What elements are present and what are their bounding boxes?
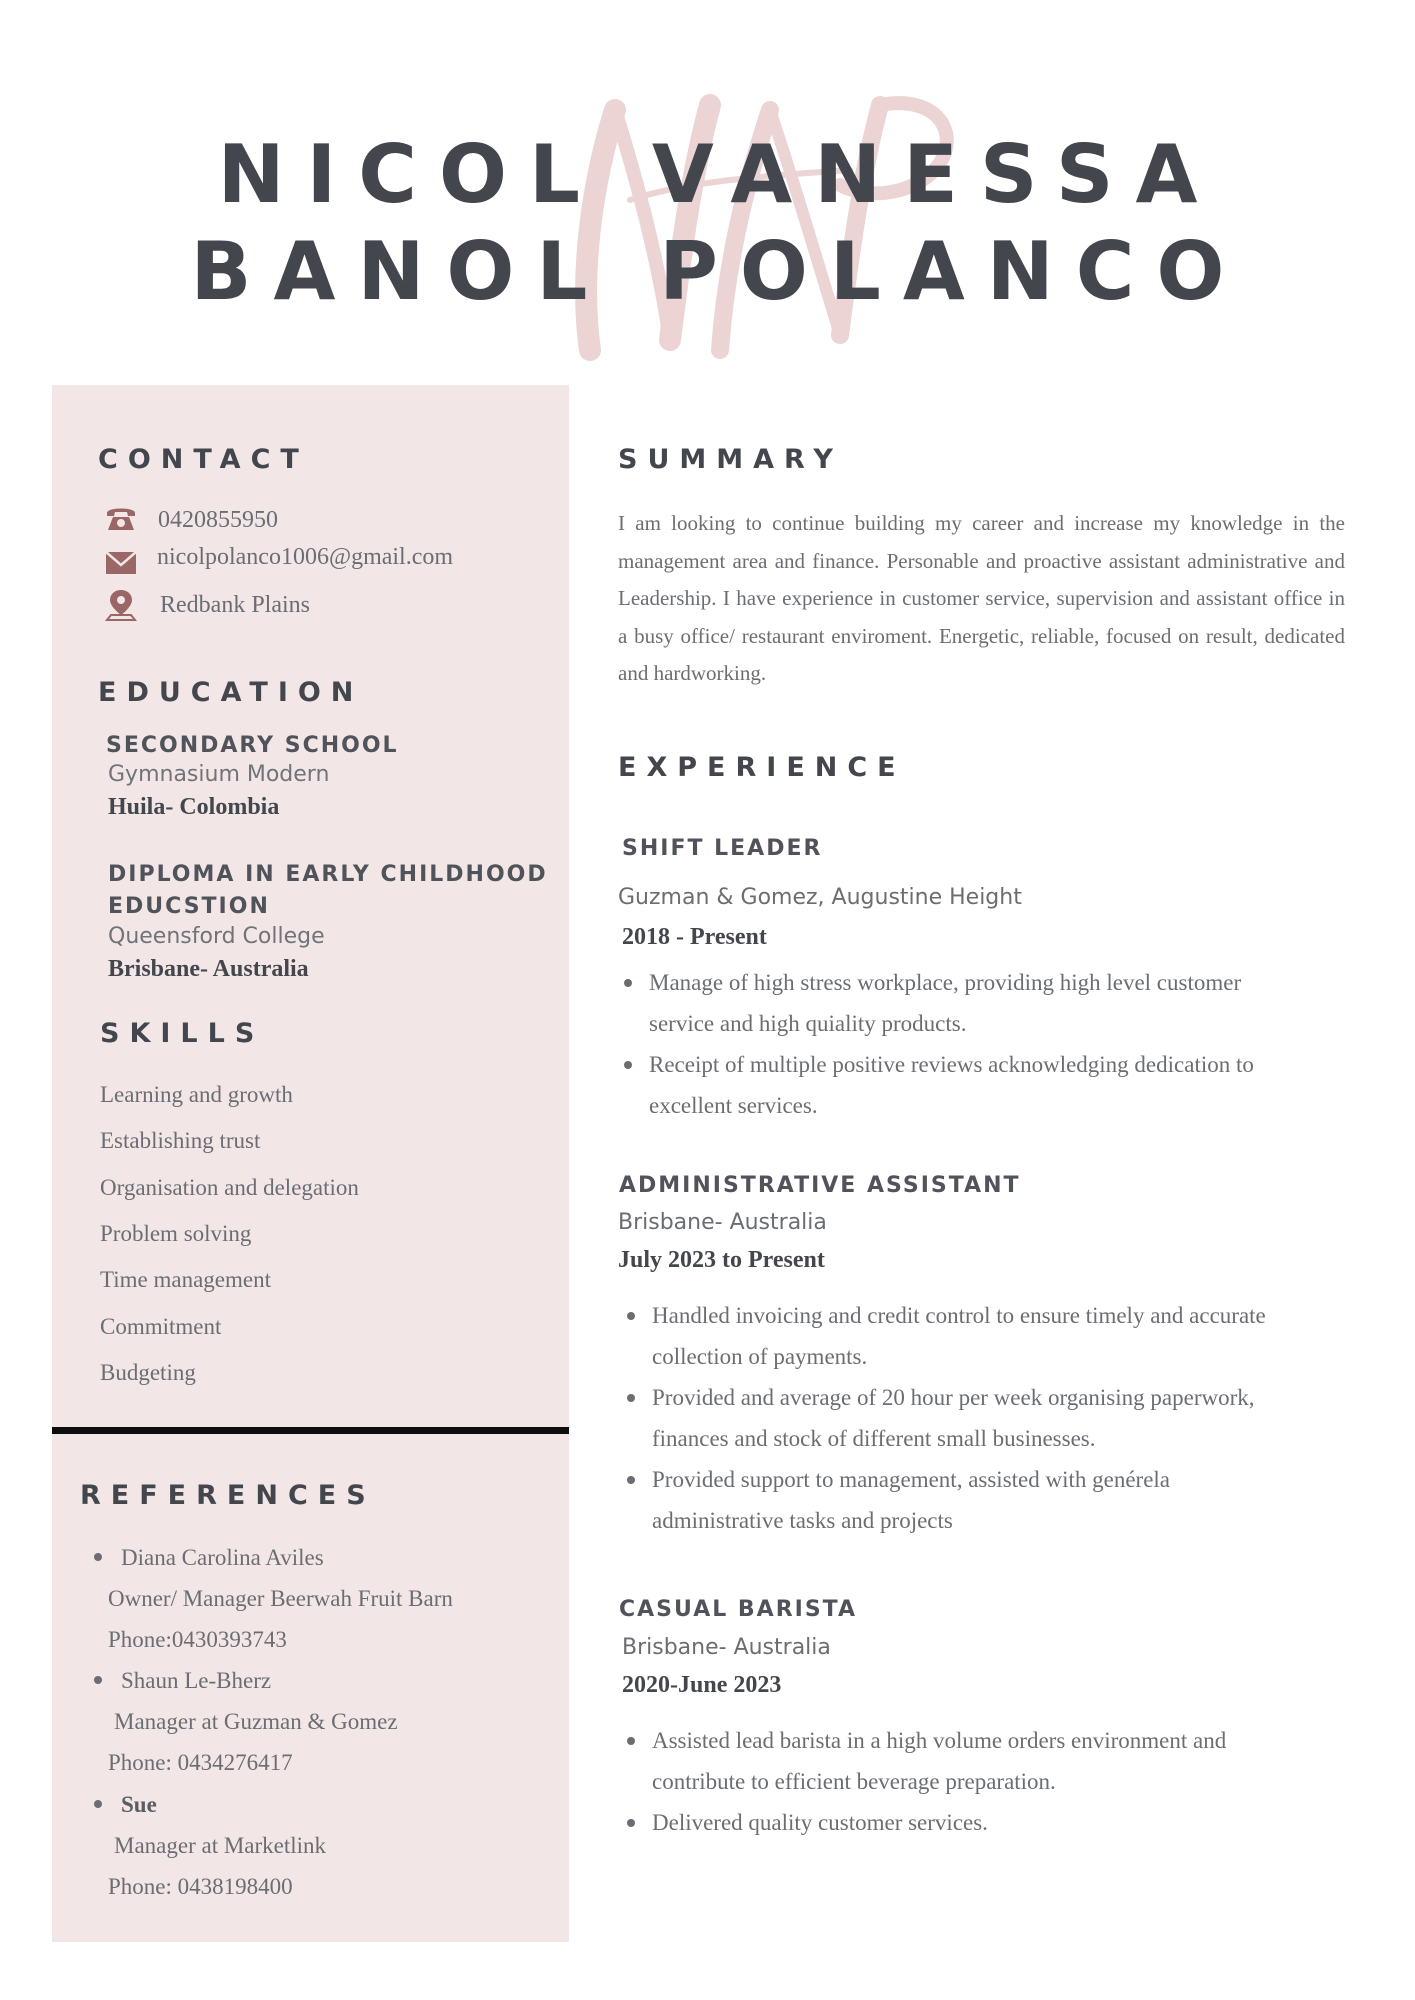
envelope-icon — [104, 546, 138, 580]
job-bullet-text: Handled invoicing and credit control to ensure timely and accurate collection of payments. — [652, 1303, 1266, 1369]
reference-bullet — [94, 1553, 102, 1561]
education-title-2: DIPLOMA IN EARLY CHILDHOOD — [108, 862, 548, 887]
reference-phone-1: Phone:0430393743 — [108, 1627, 287, 1652]
skill-item: Time management — [100, 1267, 271, 1292]
skill-item: Learning and growth — [100, 1082, 293, 1107]
reference-name-1: Diana Carolina Aviles — [121, 1545, 324, 1570]
reference-phone-2: Phone: 0434276417 — [108, 1750, 293, 1775]
skills-heading: SKILLS — [100, 1018, 265, 1049]
experience-heading: EXPERIENCE — [618, 752, 906, 783]
bullet-dot — [627, 1737, 635, 1745]
bullet-dot — [627, 1476, 635, 1484]
job-bullet — [652, 1459, 1272, 1541]
summary-text: I am looking to continue building my career and increase my knowledge in the management area and finance. Personable and proactive assistant administrative and Leadership. I have experience in customer service, supervision and assistant office in a busy office/ restaurant enviroment. Energetic, reliable, focused on result, dedicated and hardworking. — [618, 511, 1345, 685]
name-line-2: BANOL POLANCO — [190, 225, 1247, 318]
job-bullet — [652, 1802, 1272, 1843]
reference-bullet — [94, 1800, 102, 1808]
bullet-dot — [627, 1312, 635, 1320]
reference-role-1: Owner/ Manager Beerwah Fruit Barn — [108, 1586, 453, 1611]
contact-heading: CONTACT — [98, 444, 309, 475]
job-title-1: SHIFT LEADER — [622, 836, 823, 861]
skill-item: Establishing trust — [100, 1128, 261, 1153]
contact-email[interactable]: nicolpolanco1006@gmail.com — [157, 544, 454, 570]
job-bullet-text: Provided and average of 20 hour per week organising paperwork, finances and stock of different small businesses. — [652, 1385, 1255, 1451]
contact-phone: 0420855950 — [158, 507, 278, 533]
references-heading: REFERENCES — [80, 1480, 376, 1511]
location-pin-icon — [104, 588, 138, 622]
job-place-3: Brisbane- Australia — [622, 1635, 831, 1660]
job-bullet-text: Manage of high stress workplace, providing high level customer service and high quiality products. — [649, 970, 1242, 1036]
education-title-2-cont: EDUCSTION — [108, 894, 270, 919]
job-place-2: Brisbane- Australia — [618, 1210, 827, 1235]
job-date-1: 2018 - Present — [622, 924, 767, 950]
education-place-1: Huila- Colombia — [108, 794, 280, 820]
name-line-1: NICOL VANESSA — [217, 128, 1220, 221]
reference-role-2: Manager at Guzman & Gomez — [114, 1709, 398, 1734]
reference-name-3: Sue — [121, 1792, 157, 1817]
job-bullet — [652, 1377, 1272, 1459]
education-school-1: Gymnasium Modern — [108, 762, 330, 787]
job-title-2: ADMINISTRATIVE ASSISTANT — [619, 1173, 1021, 1198]
job-bullet — [649, 1044, 1269, 1126]
skill-item: Commitment — [100, 1314, 222, 1339]
job-date-2: July 2023 to Present — [618, 1247, 825, 1273]
job-bullet-text: Receipt of multiple positive reviews acknowledging dedication to excellent services. — [649, 1052, 1254, 1118]
job-title-3: CASUAL BARISTA — [619, 1597, 857, 1622]
education-school-2: Queensford College — [108, 924, 325, 949]
job-bullet-text: Assisted lead barista in a high volume orders environment and contribute to efficient beverage preparation. — [652, 1728, 1227, 1794]
skill-item: Budgeting — [100, 1360, 196, 1385]
skill-item: Organisation and delegation — [100, 1175, 359, 1200]
skill-item: Problem solving — [100, 1221, 252, 1246]
job-bullet-text: Provided support to management, assisted with genérela administrative tasks and projects — [652, 1467, 1171, 1533]
job-bullet — [649, 962, 1269, 1044]
education-heading: EDUCATION — [98, 677, 364, 708]
bullet-dot — [627, 1819, 635, 1827]
job-bullet-text: Delivered quality customer services. — [652, 1810, 988, 1835]
bullet-dot — [624, 1061, 632, 1069]
summary-heading: SUMMARY — [618, 444, 843, 475]
sidebar-divider — [52, 1427, 569, 1434]
bullet-dot — [624, 979, 632, 987]
reference-phone-3: Phone: 0438198400 — [108, 1874, 293, 1899]
job-place-1: Guzman & Gomez, Augustine Height — [618, 885, 1022, 910]
contact-location: Redbank Plains — [160, 592, 310, 618]
job-bullet — [652, 1295, 1272, 1377]
education-title-1: SECONDARY SCHOOL — [106, 733, 399, 758]
phone-icon — [104, 503, 138, 537]
reference-role-3: Manager at Marketlink — [114, 1833, 327, 1858]
job-date-3: 2020-June 2023 — [622, 1672, 782, 1698]
job-bullet — [652, 1720, 1272, 1802]
reference-bullet — [94, 1676, 102, 1684]
bullet-dot — [627, 1394, 635, 1402]
reference-name-2: Shaun Le-Bherz — [121, 1668, 272, 1693]
education-place-2: Brisbane- Australia — [108, 956, 309, 982]
